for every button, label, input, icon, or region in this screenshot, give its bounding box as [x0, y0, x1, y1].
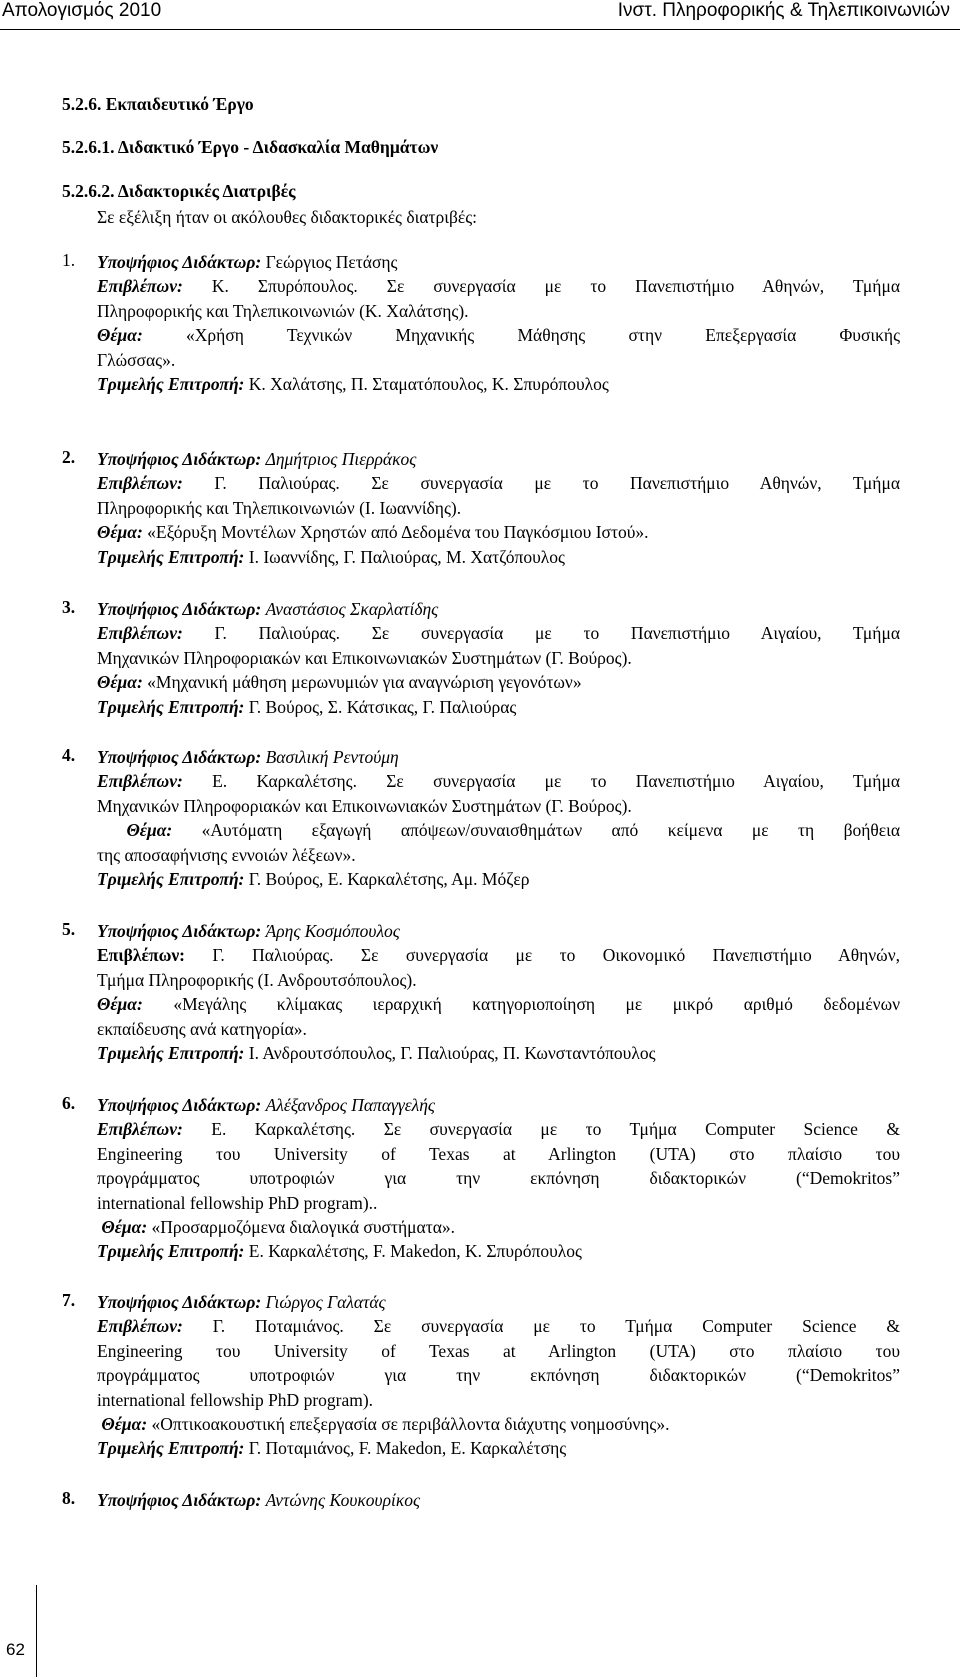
entry-number: 6.	[62, 1093, 76, 1113]
dissertation-entry	[62, 447, 900, 569]
candidate-name: Βασιλική Ρεντούμη	[265, 747, 399, 767]
topic-label: Θέμα:	[97, 522, 143, 543]
page-header	[0, 0, 960, 34]
committee-label: Τριμελής Επιτροπή:	[97, 869, 245, 890]
page-number: 62	[6, 1640, 25, 1659]
topic-label: Θέμα:	[97, 672, 143, 693]
header-report-title: Απολογισμός 2010	[2, 0, 162, 21]
supervisor-text: Ε. Καρκαλέτσης. Σε συνεργασία με το Πανεπιστήμιο Αιγαίου, Τμήμα	[212, 771, 900, 792]
entry-number: 1.	[62, 250, 76, 270]
committee-members: Γ. Βούρος, Ε. Καρκαλέτσης, Αμ. Μόζερ	[248, 869, 530, 890]
candidate-label: Υποψήφιος Διδάκτωρ:	[97, 921, 262, 941]
topic-text: Γλώσσας».	[97, 349, 176, 370]
supervisor-label: Επιβλέπων:	[97, 1316, 183, 1337]
supervisor-label: Επιβλέπων:	[97, 945, 186, 966]
candidate-label: Υποψήφιος Διδάκτωρ:	[97, 1490, 262, 1510]
topic-label: Θέμα:	[101, 1217, 148, 1238]
topic-label: Θέμα:	[101, 1414, 148, 1435]
candidate-name: Άρης Κοσμόπουλος	[265, 921, 400, 941]
supervisor-text: Τμήμα Πληροφορικής (Ι. Ανδρουτσόπουλος).	[97, 969, 417, 990]
topic-text: εκπαίδευσης ανά κατηγορία».	[97, 1018, 307, 1039]
candidate-name: Αλέξανδρος Παπαγγελής	[265, 1095, 436, 1115]
committee-label: Τριμελής Επιτροπή:	[97, 696, 245, 717]
dissertation-entry	[62, 1488, 900, 1512]
committee-members: Ι. Ιωαννίδης, Γ. Παλιούρας, Μ. Χατζόπουλος	[248, 546, 565, 567]
supervisor-label: Επιβλέπων:	[97, 473, 183, 494]
topic-text: «Αυτόματη εξαγωγή απόψεων/συναισθημάτων από κείμενα με τη βοήθεια	[201, 820, 901, 841]
committee-members: Γ. Βούρος, Σ. Κάτσικας, Γ. Παλιούρας	[248, 696, 517, 717]
committee-label: Τριμελής Επιτροπή:	[97, 374, 245, 395]
entry-number: 2.	[62, 447, 76, 467]
candidate-label: Υποψήφιος Διδάκτωρ:	[97, 1095, 262, 1115]
committee-members: Γ. Ποταμιάνος, F. Makedon, Ε. Καρκαλέτσης	[248, 1438, 567, 1459]
entry-number: 7.	[62, 1290, 76, 1310]
candidate-name: Αντώνης Κουκουρίκος	[265, 1490, 421, 1510]
topic-text: «Προσαρμοζόμενα διαλογικά συστήματα».	[151, 1217, 456, 1238]
committee-label: Τριμελής Επιτροπή:	[97, 1438, 245, 1459]
supervisor-text: Μηχανικών Πληροφοριακών και Επικοινωνιακών Συστημάτων (Γ. Βούρος).	[97, 647, 632, 668]
supervisor-text: international fellowship PhD program)..	[97, 1192, 378, 1213]
entry-number: 8.	[62, 1488, 76, 1508]
topic-label: Θέμα:	[97, 994, 143, 1015]
supervisor-text: Πληροφορικής και Τηλεπικοινωνιών (Κ. Χαλάτσης).	[97, 300, 469, 321]
supervisor-text: Engineering του University of Texas at Arlington (UTA) στο πλαίσιο του	[97, 1143, 900, 1164]
candidate-name: Δημήτριος Πιερράκος	[265, 449, 417, 469]
candidate-label: Υποψήφιος Διδάκτωρ:	[97, 1292, 262, 1312]
candidate-label: Υποψήφιος Διδάκτωρ:	[97, 747, 262, 767]
candidate-label: Υποψήφιος Διδάκτωρ:	[97, 449, 262, 469]
topic-text: «Εξόρυξη Μοντέλων Χρηστών από Δεδομένα του Παγκόσμιου Ιστού».	[147, 522, 649, 543]
intro-text: Σε εξέλιξη ήταν οι ακόλουθες διδακτορικές διατριβές:	[97, 207, 478, 227]
entry-number: 3.	[62, 597, 76, 617]
header-institute: Ινστ. Πληροφορικής & Τηλεπικοινωνιών	[617, 0, 950, 21]
topic-text: «Μεγάλης κλίμακας ιεραρχική κατηγοριοποίηση με μικρό αριθμό δεδομένων	[173, 994, 901, 1015]
supervisor-text: Μηχανικών Πληροφοριακών και Επικοινωνιακών Συστημάτων (Γ. Βούρος).	[97, 795, 632, 816]
supervisor-text: Ε. Καρκαλέτσης. Σε συνεργασία με το Τμήμα Computer Science &	[211, 1119, 900, 1140]
dissertation-entry	[62, 919, 900, 1065]
entry-number: 5.	[62, 919, 76, 939]
topic-text: «Μηχανική μάθηση μερωνυμιών για αναγνώριση γεγονότων»	[147, 672, 582, 693]
committee-label: Τριμελής Επιτροπή:	[97, 1043, 245, 1064]
committee-label: Τριμελής Επιτροπή:	[97, 546, 245, 567]
dissertation-entry	[62, 597, 900, 719]
supervisor-text: Γ. Παλιούρας. Σε συνεργασία με το Οικονομικό Πανεπιστήμιο Αθηνών,	[212, 945, 900, 966]
topic-text: «Οπτικοακουστική επεξεργασία σε περιβάλλοντα διάχυτης νοημοσύνης».	[151, 1414, 670, 1435]
supervisor-label: Επιβλέπων:	[97, 276, 183, 297]
supervisor-text: προγράμματος υποτροφιών για την εκπόνηση διδακτορικών (“Demokritos”	[97, 1168, 900, 1189]
committee-members: Ι. Ανδρουτσόπουλος, Γ. Παλιούρας, Π. Κωνσταντόπουλος	[248, 1043, 656, 1064]
dissertation-entry	[62, 1093, 900, 1264]
supervisor-text: Γ. Ποταμιάνος. Σε συνεργασία με το Τμήμα Computer Science &	[212, 1316, 901, 1337]
topic-label: Θέμα:	[97, 325, 143, 346]
supervisor-text: Γ. Παλιούρας. Σε συνεργασία με το Πανεπιστήμιο Αιγαίου, Τμήμα	[214, 623, 901, 644]
committee-members: Ε. Καρκαλέτσης, F. Makedon, Κ. Σπυρόπουλος	[248, 1241, 582, 1262]
section-heading-teaching: 5.2.6.1. Διδακτικό Έργο - Διδασκαλία Μαθημάτων	[62, 137, 439, 157]
supervisor-label: Επιβλέπων:	[97, 771, 183, 792]
supervisor-text: Πληροφορικής και Τηλεπικοινωνιών (Ι. Ιωαννίδης).	[97, 497, 462, 518]
topic-label: Θέμα:	[126, 820, 173, 841]
candidate-label: Υποψήφιος Διδάκτωρ:	[97, 252, 262, 272]
candidate-name: Αναστάσιος Σκαρλατίδης	[265, 599, 439, 619]
dissertation-entry	[62, 250, 900, 396]
supervisor-text: international fellowship PhD program).	[97, 1389, 374, 1410]
entry-number: 4.	[62, 745, 76, 765]
margin-divider	[36, 1585, 37, 1677]
supervisor-text: Engineering του University of Texas at Arlington (UTA) στο πλαίσιο του	[97, 1340, 900, 1361]
supervisor-text: προγράμματος υποτροφιών για την εκπόνηση διδακτορικών (“Demokritos”	[97, 1365, 900, 1386]
section-heading-dissertations: 5.2.6.2. Διδακτορικές Διατριβές	[62, 181, 296, 201]
candidate-label: Υποψήφιος Διδάκτωρ:	[97, 599, 262, 619]
supervisor-label: Επιβλέπων:	[97, 623, 183, 644]
supervisor-text: Κ. Σπυρόπουλος. Σε συνεργασία με το Πανεπιστήμιο Αθηνών, Τμήμα	[211, 276, 900, 297]
candidate-name: Γιώργος Γαλατάς	[265, 1292, 386, 1312]
committee-label: Τριμελής Επιτροπή:	[97, 1241, 245, 1262]
topic-text: «Χρήση Τεχνικών Μηχανικής Μάθησης στην Επεξεργασία Φυσικής	[186, 325, 901, 346]
supervisor-label: Επιβλέπων:	[97, 1119, 183, 1140]
section-heading-educational-work: 5.2.6. Εκπαιδευτικό Έργο	[62, 94, 254, 114]
supervisor-text: Γ. Παλιούρας. Σε συνεργασία με το Πανεπιστήμιο Αθηνών, Τμήμα	[214, 473, 900, 494]
candidate-name: Γεώργιος Πετάσης	[265, 252, 398, 272]
committee-members: Κ. Χαλάτσης, Π. Σταματόπουλος, Κ. Σπυρόπουλος	[248, 374, 609, 395]
topic-text: της αποσαφήνισης εννοιών λέξεων».	[97, 844, 356, 865]
header-divider	[0, 29, 960, 30]
dissertation-entry	[62, 745, 900, 891]
dissertation-entry	[62, 1290, 900, 1461]
